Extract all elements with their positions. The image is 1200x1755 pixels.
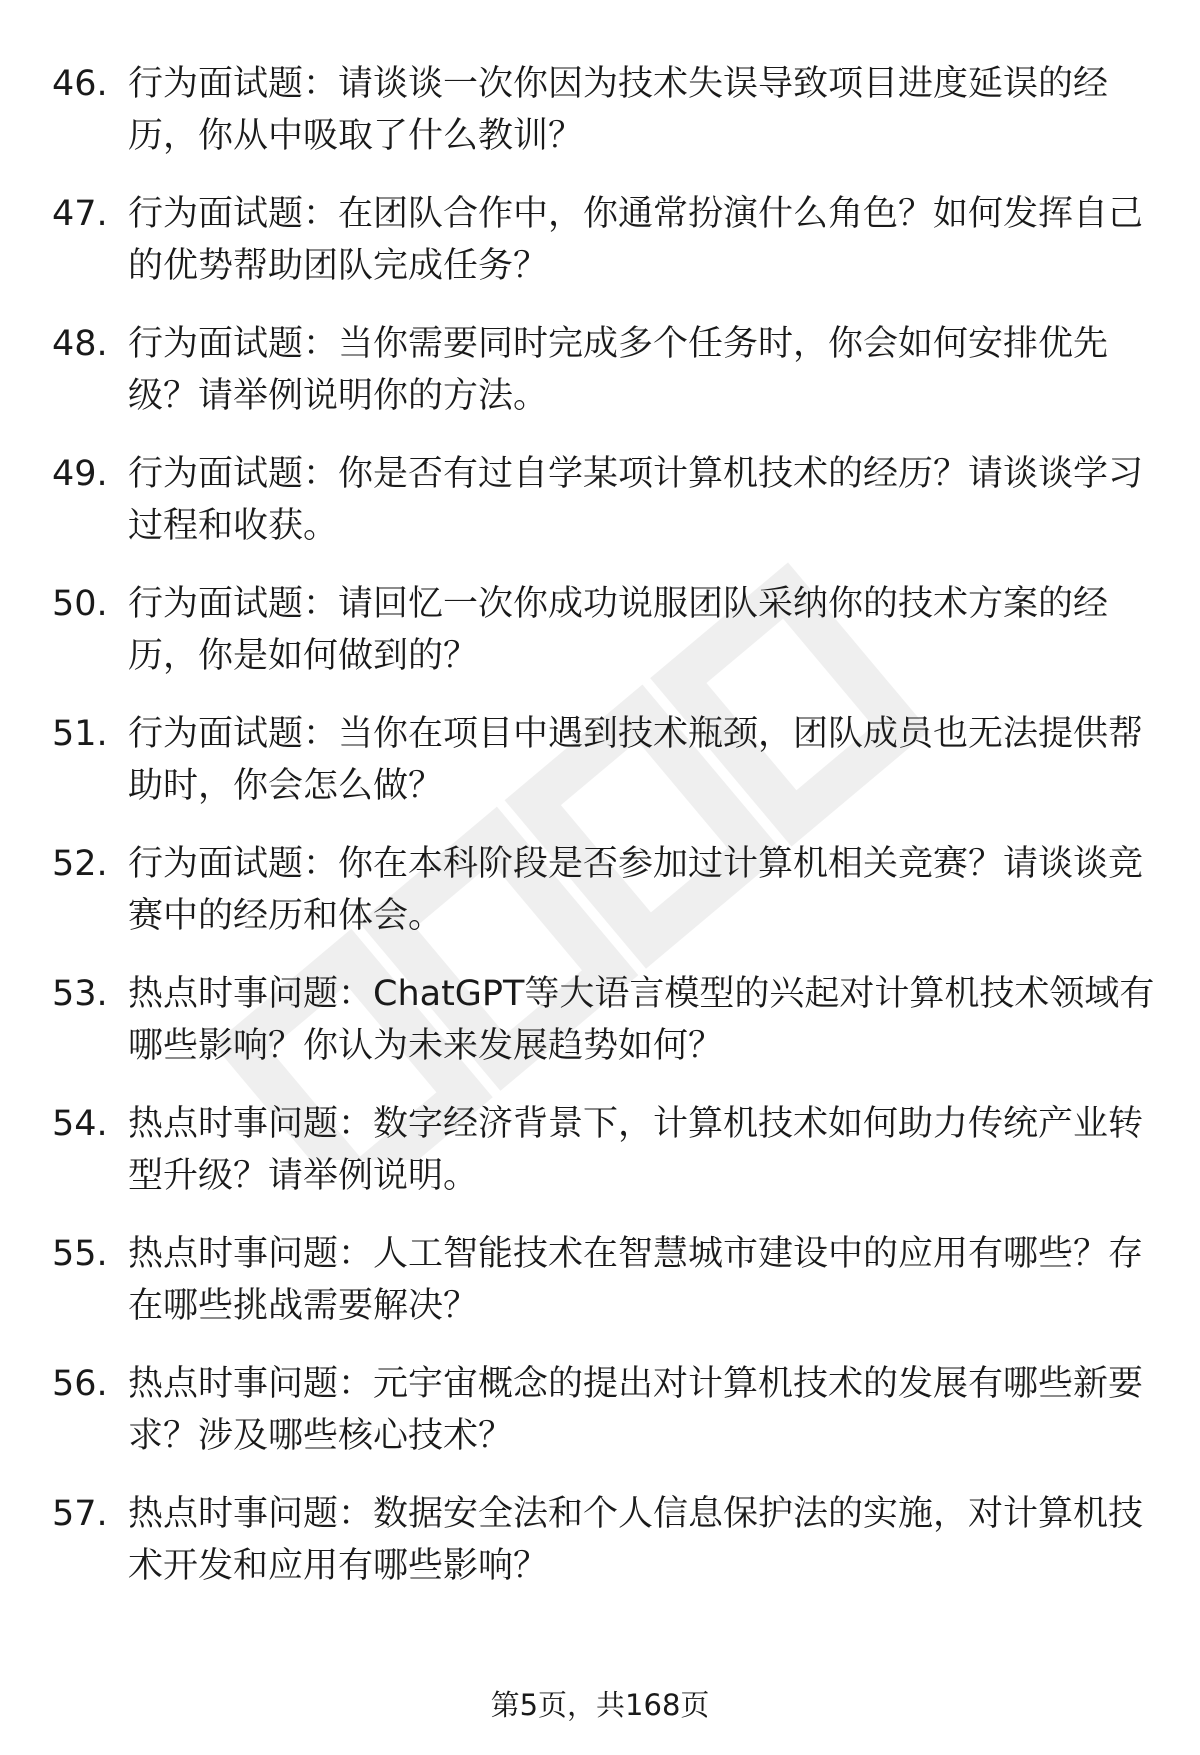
question-item: [52, 708, 1162, 812]
question-text: 行为面试题：你是否有过自学某项计算机技术的经历？请谈谈学习过程和收获。: [128, 454, 1144, 546]
question-number: 57.: [52, 1494, 108, 1534]
question-text: 行为面试题：请谈谈一次你因为技术失误导致项目进度延误的经历，你从中吸取了什么教训？: [128, 64, 1109, 156]
question-text: 热点时事问题：ChatGPT等大语言模型的兴起对计算机技术领域有哪些影响？你认为未来发展趋势如何？: [128, 974, 1155, 1066]
question-item: [52, 1488, 1162, 1592]
question-number: 53.: [52, 974, 108, 1014]
question-item: [52, 578, 1162, 682]
question-item: [52, 968, 1162, 1072]
question-item: [52, 1098, 1162, 1202]
question-item: [52, 1228, 1162, 1332]
question-number: 50.: [52, 584, 108, 624]
question-item: [52, 188, 1162, 292]
question-number: 54.: [52, 1104, 108, 1144]
question-text: 行为面试题：当你在项目中遇到技术瓶颈，团队成员也无法提供帮助时，你会怎么做？: [128, 714, 1144, 806]
question-text: 热点时事问题：人工智能技术在智慧城市建设中的应用有哪些？存在哪些挑战需要解决？: [128, 1234, 1144, 1326]
question-item: [52, 318, 1162, 422]
question-item: [52, 448, 1162, 552]
question-list: [52, 58, 1162, 1618]
page-indicator: 第5页，共168页: [490, 1688, 710, 1722]
question-number: 56.: [52, 1364, 108, 1404]
question-number: 55.: [52, 1234, 108, 1274]
question-number: 46.: [52, 64, 108, 104]
question-text: 行为面试题：你在本科阶段是否参加过计算机相关竞赛？请谈谈竞赛中的经历和体会。: [128, 844, 1144, 936]
question-item: [52, 58, 1162, 162]
question-number: 48.: [52, 324, 108, 364]
question-text: 行为面试题：请回忆一次你成功说服团队采纳你的技术方案的经历，你是如何做到的？: [128, 584, 1109, 676]
question-text: 热点时事问题：元宇宙概念的提出对计算机技术的发展有哪些新要求？涉及哪些核心技术？: [128, 1364, 1144, 1456]
question-number: 51.: [52, 714, 108, 754]
question-text: 热点时事问题：数据安全法和个人信息保护法的实施，对计算机技术开发和应用有哪些影响？: [128, 1494, 1144, 1586]
question-item: [52, 838, 1162, 942]
question-text: 行为面试题：当你需要同时完成多个任务时，你会如何安排优先级？请举例说明你的方法。: [128, 324, 1109, 416]
question-text: 行为面试题：在团队合作中，你通常扮演什么角色？如何发挥自己的优势帮助团队完成任务？: [128, 194, 1144, 286]
question-number: 49.: [52, 454, 108, 494]
question-item: [52, 1358, 1162, 1462]
question-number: 52.: [52, 844, 108, 884]
question-text: 热点时事问题：数字经济背景下，计算机技术如何助力传统产业转型升级？请举例说明。: [128, 1104, 1144, 1196]
question-number: 47.: [52, 194, 108, 234]
